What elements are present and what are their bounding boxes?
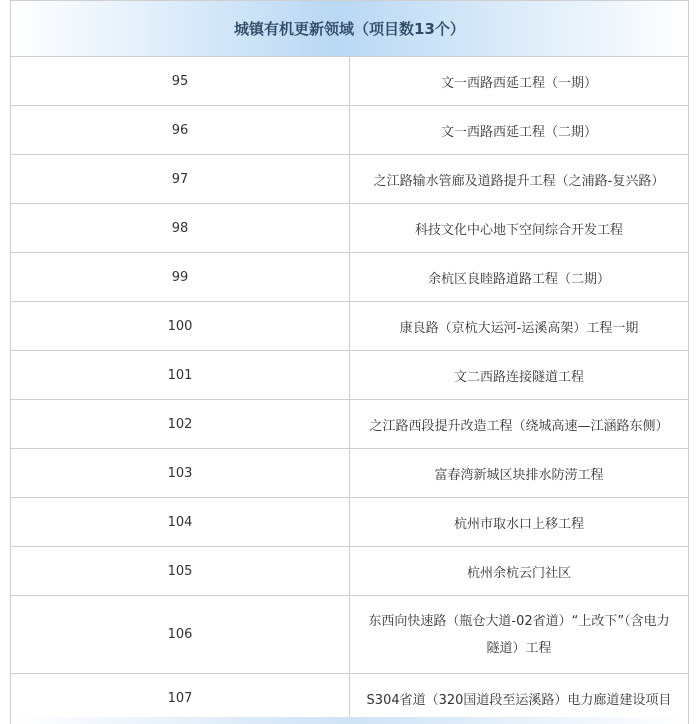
project-name: 之江路西段提升改造工程（绕城高速—江涵路东侧） [350, 400, 689, 449]
table-row [11, 547, 689, 596]
project-name: 富春湾新城区块排水防涝工程 [350, 449, 689, 498]
table-row [11, 155, 689, 204]
table-row [11, 351, 689, 400]
table-row [11, 596, 689, 674]
project-name: 之江路输水管廊及道路提升工程（之浦路-复兴路） [350, 155, 689, 204]
project-table [10, 0, 689, 723]
table-row [11, 400, 689, 449]
table-row [11, 204, 689, 253]
project-name: 文二西路连接隧道工程 [350, 351, 689, 400]
table-row [11, 253, 689, 302]
table-header-row [11, 1, 689, 57]
next-section-header-strip [10, 717, 689, 724]
row-number: 106 [11, 596, 350, 674]
row-number: 96 [11, 106, 350, 155]
table-row [11, 302, 689, 351]
row-number: 107 [11, 674, 350, 723]
project-name: 余杭区良睦路道路工程（二期） [350, 253, 689, 302]
row-number: 99 [11, 253, 350, 302]
project-name: 东西向快速路（瓶仓大道-02省道）“上改下”（含电力隧道）工程 [350, 596, 689, 674]
table-title: 城镇有机更新领域（项目数13个） [11, 1, 689, 57]
table-row [11, 674, 689, 723]
row-number: 103 [11, 449, 350, 498]
project-name: 科技文化中心地下空间综合开发工程 [350, 204, 689, 253]
table-row [11, 57, 689, 106]
project-name: 文一西路西延工程（一期） [350, 57, 689, 106]
row-number: 102 [11, 400, 350, 449]
row-number: 97 [11, 155, 350, 204]
project-name: S304省道（320国道段至运溪路）电力廊道建设项目 [350, 674, 689, 723]
row-number: 100 [11, 302, 350, 351]
project-name: 文一西路西延工程（二期） [350, 106, 689, 155]
row-number: 98 [11, 204, 350, 253]
project-name: 康良路（京杭大运河-运溪高架）工程一期 [350, 302, 689, 351]
table-row [11, 498, 689, 547]
row-number: 104 [11, 498, 350, 547]
project-name: 杭州市取水口上移工程 [350, 498, 689, 547]
table-row [11, 449, 689, 498]
row-number: 105 [11, 547, 350, 596]
row-number: 95 [11, 57, 350, 106]
row-number: 101 [11, 351, 350, 400]
table-row [11, 106, 689, 155]
project-name: 杭州余杭云门社区 [350, 547, 689, 596]
